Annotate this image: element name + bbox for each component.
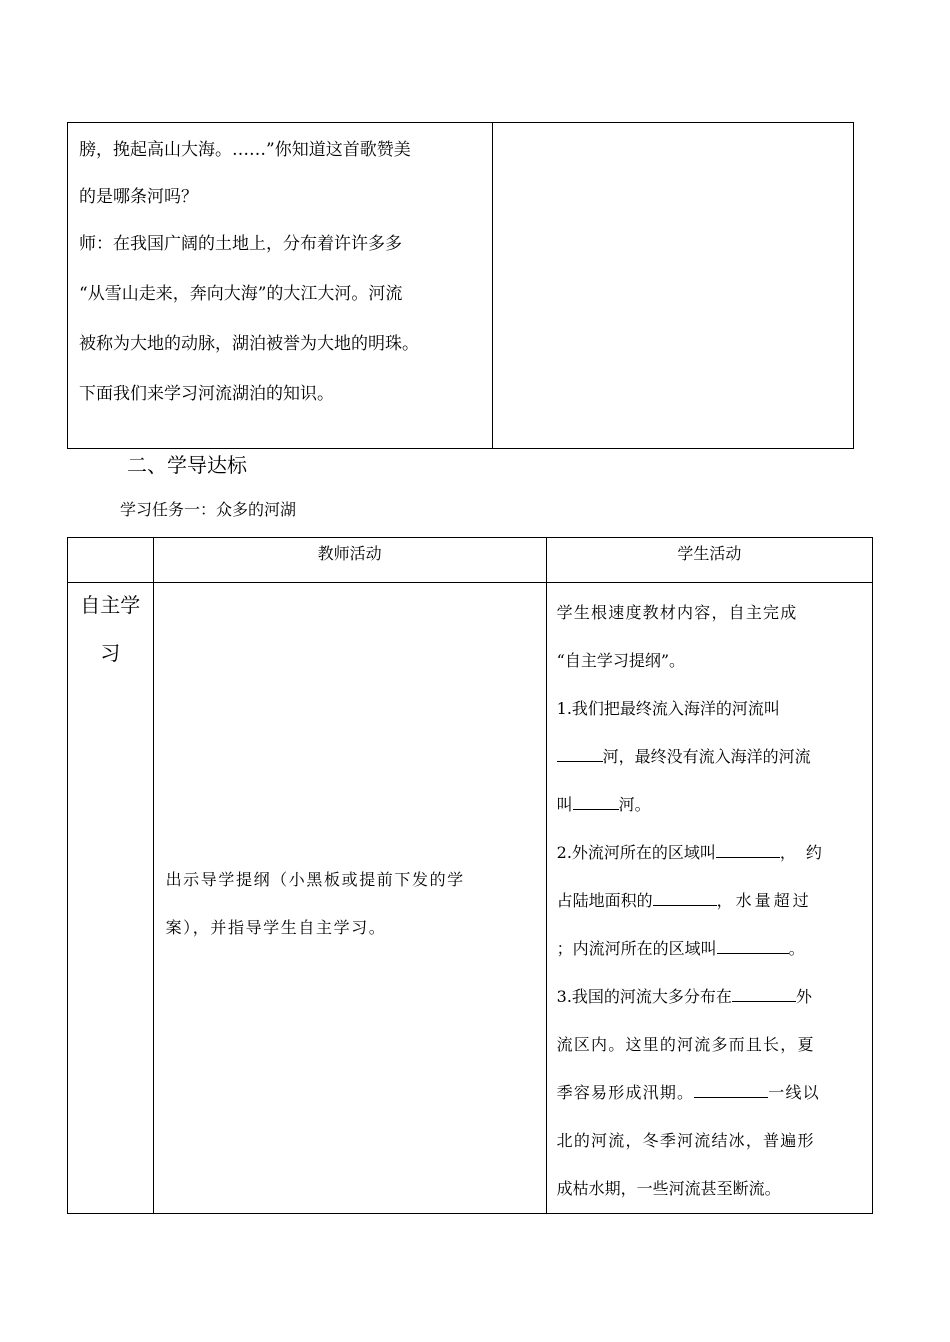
fill-blank	[717, 935, 789, 954]
intro-table-right-cell	[493, 123, 854, 449]
student-text: 一线以	[768, 1083, 820, 1102]
intro-line: 被称为大地的动脉，湖泊被誉为大地的明珠。	[79, 334, 419, 354]
fill-blank	[732, 983, 796, 1002]
intro-table	[67, 122, 854, 449]
student-text: 3.我国的河流大多分布在	[556, 987, 732, 1006]
student-text: 2.外流河所在的区域叫	[556, 843, 716, 862]
student-line: 学生根速度教材内容，自主完成	[556, 603, 798, 622]
intro-line: 的是哪条河吗？	[79, 187, 198, 207]
teacher-activity-line: 出示导学提纲（小黑板或提前下发的学	[165, 870, 465, 889]
intro-line: 下面我们来学习河流湖泊的知识。	[79, 384, 334, 404]
student-line: 1.我们把最终流入海洋的河流叫	[556, 699, 780, 718]
header-cell-teacher: 教师活动	[153, 538, 546, 583]
student-text: 外	[795, 987, 812, 1006]
activity-table-header-row	[68, 538, 873, 583]
student-text: ；内流河所在的区域叫	[556, 939, 717, 958]
row-label-line: 自主学	[80, 593, 141, 617]
student-line	[557, 733, 864, 781]
section-heading: 二、学导达标	[127, 453, 247, 477]
student-line: 北的河流，冬季河流结冰，普遍形	[556, 1131, 815, 1150]
row-label-cell	[68, 583, 154, 1214]
student-line	[557, 829, 864, 877]
student-text: 河。	[618, 795, 651, 814]
student-line: 流区内。这里的河流多而且长，夏	[556, 1035, 815, 1054]
student-line	[557, 877, 864, 925]
student-line	[557, 781, 864, 829]
student-text: 季容易形成汛期。	[556, 1083, 695, 1102]
student-activity-cell	[546, 583, 872, 1214]
fill-blank	[694, 1079, 768, 1098]
fill-blank	[573, 791, 619, 810]
student-line: 成枯水期，一些河流甚至断流。	[556, 1179, 781, 1198]
fill-blank	[653, 887, 717, 906]
row-label-line: 习	[100, 641, 121, 665]
student-text: ，约	[779, 843, 832, 862]
fill-blank	[716, 839, 780, 858]
header-cell-empty	[68, 538, 154, 583]
activity-table-row	[68, 583, 873, 1214]
activity-table	[67, 537, 873, 1214]
intro-line: “从雪山走来，奔向大海”的大江大河。河流	[79, 284, 403, 304]
teacher-activity-cell	[153, 583, 546, 1214]
student-text: ，水量超过	[716, 891, 812, 910]
student-text: 。	[788, 939, 805, 958]
student-line	[557, 925, 864, 973]
student-text: 河，最终没有流入海洋的河流	[602, 747, 811, 766]
student-text: 占陆地面积的	[556, 891, 653, 910]
teacher-activity-line: 案），并指导学生自主学习。	[165, 918, 387, 937]
student-text: 叫	[556, 795, 573, 814]
task-heading: 学习任务一：众多的河湖	[120, 500, 297, 519]
intro-line: 师：在我国广阔的土地上，分布着许许多多	[79, 234, 402, 254]
intro-line: 膀，挽起高山大海。……”你知道这首歌赞美	[79, 140, 411, 160]
intro-table-left-cell	[68, 123, 493, 449]
student-line	[557, 973, 864, 1021]
fill-blank	[557, 743, 603, 762]
student-line: “自主学习提纲”。	[556, 651, 686, 670]
student-line	[557, 1069, 864, 1117]
header-cell-student: 学生活动	[546, 538, 872, 583]
